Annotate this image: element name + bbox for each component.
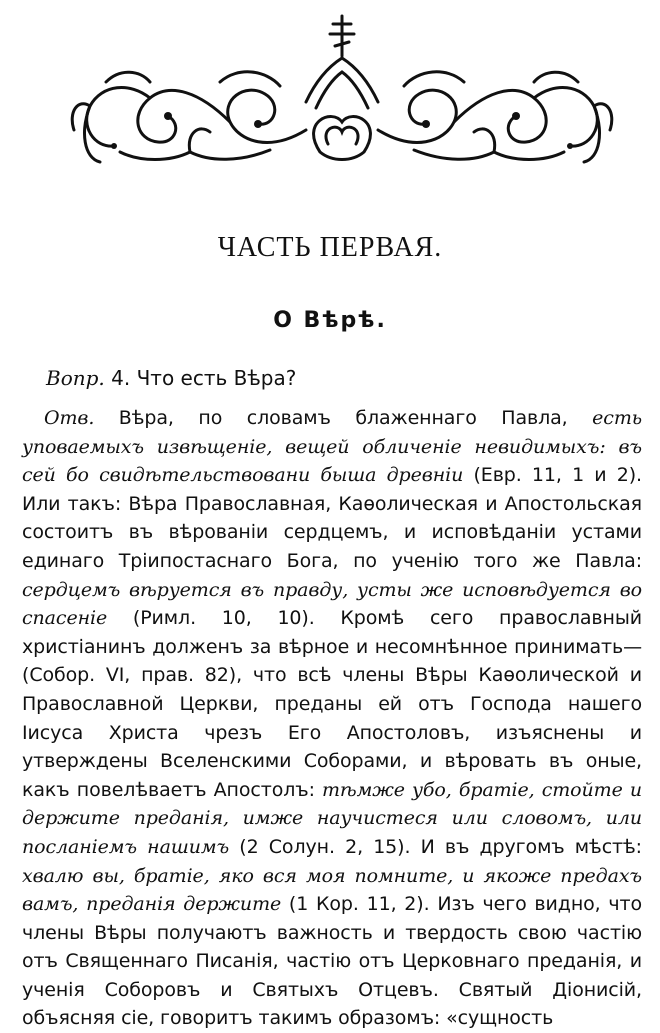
answer-seg-1: есть уповаемыхъ извѣщеніе, вещей обличеніе невидимыхъ: въ сей бо свидѣтельствовани быша древніи: [22, 407, 642, 487]
answer-seg-2: (Евр. 11, 1 и 2). Или такъ: Вѣра Православная, Каѳолическая и Апостольская состоитъ въ вѣрованіи сердцемъ, и исповѣданіи устами единаго Тріипостаснаго Бога, по ученію того же Павла:: [22, 464, 642, 572]
answer-seg-5: тѣмже убо, братіе, стойте и держите преданія, имже научистеся или словомъ, или посланіемъ нашимъ: [22, 778, 642, 858]
headpiece-ornament: [70, 12, 630, 172]
section-title: О Вѣрѣ.: [273, 308, 387, 333]
answer-seg-4: (Римл. 10, 10). Кромѣ сего православный христіанинъ долженъ за вѣрное и несомнѣнное принимать—(Собор. VI, прав. 82), что всѣ члены Вѣры Каѳолической и Православной Церкви, преданы ей отъ Господа нашего Іисуса Христа чрезъ Его Апостоловъ, изъяснены и утверждены Вселенскими Соборами, и вѣровать въ оные, какъ повелѣваетъ Апостолъ:: [22, 607, 642, 801]
answer-seg-0: Вѣра, по словамъ блаженнаго Павла,: [94, 407, 593, 429]
answer-label: Отв.: [44, 407, 95, 429]
question-text: 4. Что есть Вѣра?: [104, 366, 297, 390]
answer-paragraph: [22, 404, 642, 1033]
part-title: ЧАСТЬ ПЕРВАЯ.: [217, 232, 443, 263]
answer-seg-6: (2 Солун. 2, 15). И въ другомъ мѣстѣ:: [229, 835, 642, 858]
answer-seg-3: сердцемъ вѣруется въ правду, усты же исповѣдуется во спасеніе: [22, 578, 642, 630]
question-label: Вопр.: [46, 366, 105, 390]
question-line: [46, 366, 296, 390]
answer-seg-7: хвалю вы, братіе, яко вся моя помните, и якоже предахъ вамъ, преданія держите: [22, 864, 642, 916]
answer-seg-8: (1 Кор. 11, 2). Изъ чего видно, что члены Вѣры получаютъ важность и твердость свою частію отъ Священнаго Писанія, частію отъ Церковнаго преданія, и ученія Соборовъ и Святыхъ Отцевъ. Святый Діонисій, объясняя сіе, говоритъ такимъ образомъ: «сущность: [22, 893, 643, 1030]
